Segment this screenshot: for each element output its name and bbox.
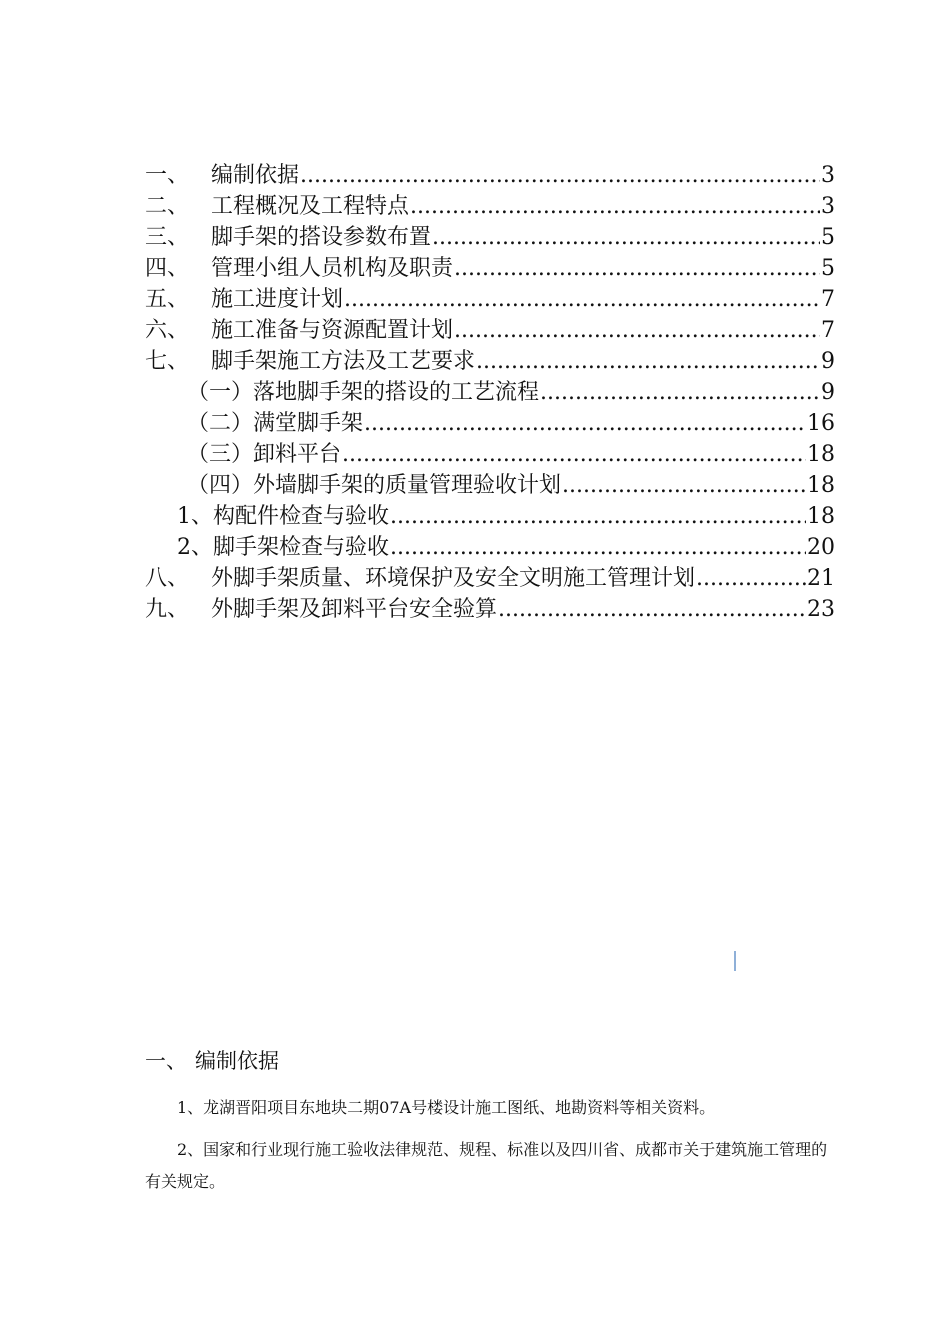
toc-entry[interactable] <box>145 315 835 346</box>
toc-dot-leader <box>432 222 820 253</box>
toc-dot-leader <box>342 439 806 470</box>
toc-entry[interactable] <box>145 501 835 532</box>
section-heading <box>145 1045 279 1075</box>
toc-entry[interactable] <box>145 594 835 625</box>
toc-entry-page: 3 <box>821 194 835 219</box>
toc-entry[interactable] <box>145 439 835 470</box>
section-title: 编制依据 <box>195 1049 279 1073</box>
toc-entry[interactable] <box>145 191 835 222</box>
toc-entry[interactable] <box>145 160 835 191</box>
toc-dot-leader <box>390 532 806 563</box>
table-of-contents <box>145 160 835 625</box>
toc-dot-leader <box>344 284 820 315</box>
toc-entry-page: 7 <box>821 287 835 312</box>
toc-entry-number: 七、 <box>145 349 190 374</box>
toc-entry-title: 1、构配件检查与验收 <box>177 504 389 529</box>
toc-dot-leader <box>498 594 806 625</box>
toc-entry[interactable] <box>145 346 835 377</box>
toc-entry-number: 八、 <box>145 566 190 591</box>
toc-entry-title: （二）满堂脚手架 <box>187 411 364 436</box>
toc-entry-title: 脚手架施工方法及工艺要求 <box>211 349 476 374</box>
toc-entry-number: 二、 <box>145 194 190 219</box>
toc-entry[interactable] <box>145 563 835 594</box>
toc-entry-page: 3 <box>821 163 835 188</box>
toc-dot-leader <box>696 563 806 594</box>
toc-entry-title: （四）外墙脚手架的质量管理验收计划 <box>187 473 562 498</box>
toc-dot-leader <box>540 377 820 408</box>
toc-dot-leader <box>390 501 806 532</box>
toc-entry[interactable] <box>145 532 835 563</box>
toc-dot-leader <box>454 315 820 346</box>
toc-entry-number: 九、 <box>145 597 190 622</box>
paragraph-1: 1、龙湖晋阳项目东地块二期07A号楼设计施工图纸、地勘资料等相关资料。 <box>177 1098 716 1117</box>
toc-entry-number: 一、 <box>145 163 190 188</box>
toc-entry-title: 外脚手架质量、环境保护及安全文明施工管理计划 <box>211 566 696 591</box>
toc-entry-title: 外脚手架及卸料平台安全验算 <box>211 597 498 622</box>
toc-entry-title: 2、脚手架检查与验收 <box>177 535 389 560</box>
toc-entry-page: 18 <box>807 442 835 467</box>
toc-entry-page: 5 <box>821 225 835 250</box>
text-cursor <box>734 951 736 971</box>
toc-dot-leader <box>410 191 820 222</box>
toc-entry-title: 管理小组人员机构及职责 <box>211 256 454 281</box>
toc-entry-page: 16 <box>807 411 835 436</box>
toc-entry-page: 9 <box>821 349 835 374</box>
toc-entry-page: 5 <box>821 256 835 281</box>
toc-entry[interactable] <box>145 253 835 284</box>
toc-entry-page: 18 <box>807 504 835 529</box>
toc-entry-page: 9 <box>821 380 835 405</box>
toc-entry-page: 7 <box>821 318 835 343</box>
toc-entry-page: 23 <box>807 597 835 622</box>
toc-entry[interactable] <box>145 222 835 253</box>
toc-entry[interactable] <box>145 284 835 315</box>
toc-entry-title: （一）落地脚手架的搭设的工艺流程 <box>187 380 540 405</box>
toc-dot-leader <box>562 470 806 501</box>
toc-entry[interactable] <box>145 408 835 439</box>
toc-entry[interactable] <box>145 470 835 501</box>
toc-entry-number: 六、 <box>145 318 190 343</box>
toc-dot-leader <box>364 408 806 439</box>
toc-entry-title: 施工进度计划 <box>211 287 344 312</box>
toc-entry[interactable] <box>145 377 835 408</box>
toc-dot-leader <box>300 160 820 191</box>
toc-entry-number: 四、 <box>145 256 190 281</box>
toc-dot-leader <box>476 346 820 377</box>
toc-entry-number: 三、 <box>145 225 190 250</box>
toc-entry-title: 脚手架的搭设参数布置 <box>211 225 432 250</box>
toc-dot-leader <box>454 253 820 284</box>
toc-entry-title: （三）卸料平台 <box>187 442 342 467</box>
toc-entry-page: 20 <box>807 535 835 560</box>
toc-entry-number: 五、 <box>145 287 190 312</box>
toc-entry-title: 施工准备与资源配置计划 <box>211 318 454 343</box>
section-number: 一、 <box>145 1049 187 1073</box>
toc-entry-page: 21 <box>807 566 835 591</box>
paragraph-2: 2、国家和行业现行施工验收法律规范、规程、标准以及四川省、成都市关于建筑施工管理的有关规定。 <box>145 1140 828 1191</box>
toc-entry-title: 编制依据 <box>211 163 300 188</box>
toc-entry-title: 工程概况及工程特点 <box>211 194 410 219</box>
toc-entry-page: 18 <box>807 473 835 498</box>
